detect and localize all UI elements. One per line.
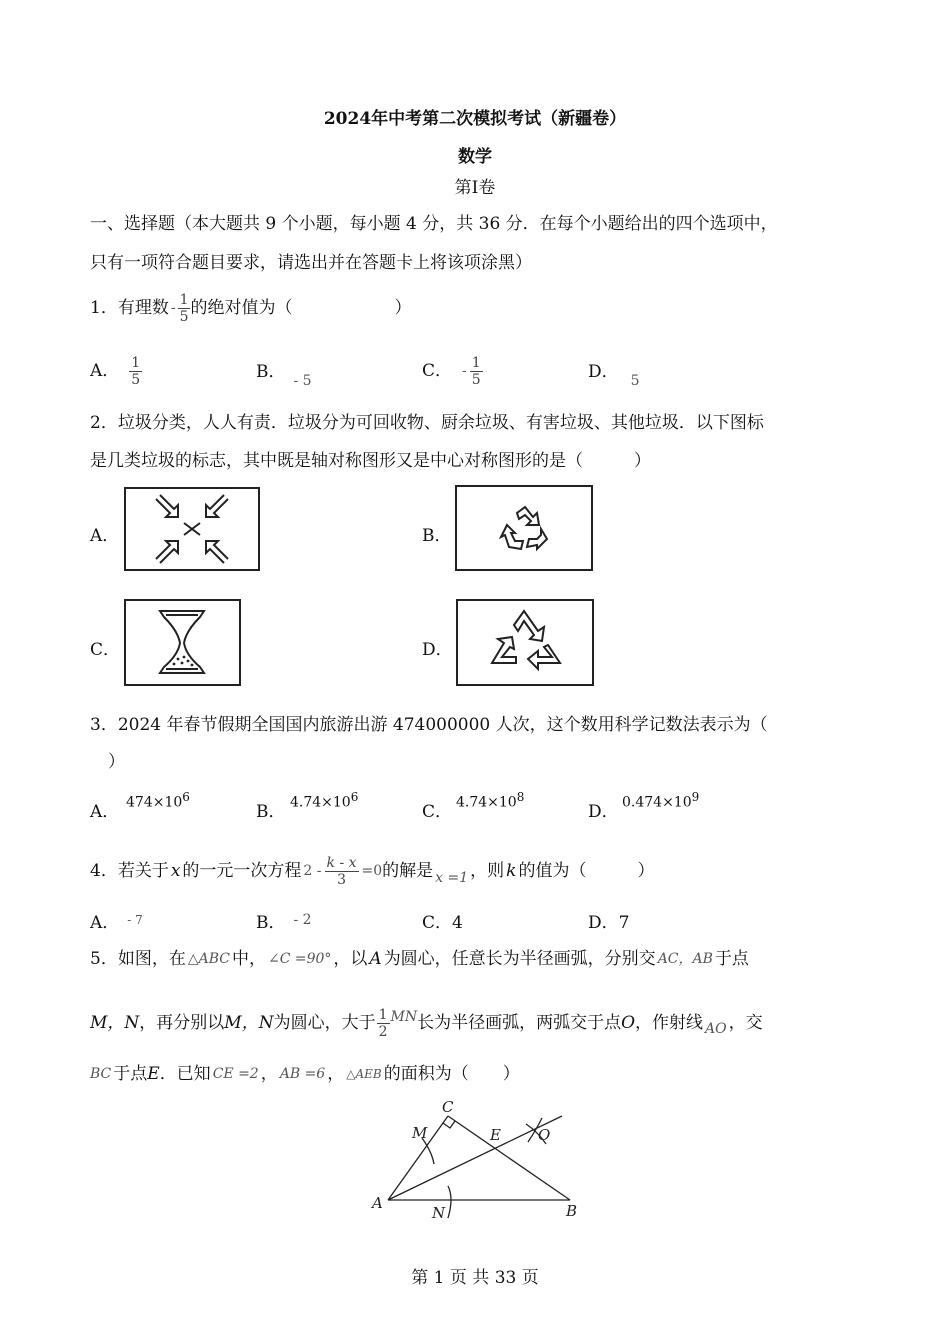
arc-n: [448, 1186, 451, 1218]
section-instructions-line1: 一、选择题（本大题共 9 个小题，每小题 4 分，共 36 分．在每个小题给出的四个选项中，: [90, 214, 778, 234]
q3-option-d-value[interactable]: $0.474\times 10^9$: [622, 790, 700, 811]
question-2-line1: 2．垃圾分类，人人有责．垃圾分为可回收物、厨余垃圾、有害垃圾、其他垃圾．以下图标: [90, 413, 764, 433]
q5-triangle-figure: [360, 1090, 600, 1230]
q2-option-b-label[interactable]: B．: [422, 526, 452, 546]
question-3-line1: 3．2024 年春节假期全国国内旅游出游 474000000 人次，这个数用科学记数法表示为（: [90, 715, 768, 735]
section-instructions-line2: 只有一项符合题目要求，请选出并在答题卡上将该项涂黑）: [90, 253, 532, 273]
question-1: [90, 287, 411, 329]
q3-option-b-value[interactable]: $4.74\times 10^6$: [290, 790, 359, 811]
volume-label: 第Ⅰ卷: [454, 178, 496, 198]
q2-option-d-image[interactable]: [456, 599, 594, 686]
question-3-line2: ）: [108, 752, 125, 772]
subject-title: 数学: [458, 147, 492, 167]
label-a: A: [372, 1194, 383, 1212]
question-5-line3: BC 于点 E ．已知 CE =2 ， AB =6 ， △AEB 的面积为（ ）: [90, 1064, 520, 1084]
q1-minus: -: [170, 300, 176, 316]
question-4: 4．若关于 x 的一元一次方程 2 - $\frac{k - x}{3}$ =0 的解是 x =1 ，则 k 的值为（ ）: [90, 854, 655, 888]
label-b: B: [566, 1202, 578, 1220]
q1-c-fraction: $\frac{1}{5}$: [471, 354, 481, 388]
label-o: O: [538, 1126, 551, 1144]
q4-option-b[interactable]: B． $^{- 2}$: [256, 912, 312, 933]
q1-fraction: $\frac{1}{5}$: [179, 291, 189, 325]
q2-option-a-label[interactable]: A．: [90, 526, 120, 546]
q1-a-fraction: $\frac{1}{5}$: [131, 354, 141, 388]
q1-option-c[interactable]: C． - $\frac{1}{5}$: [422, 354, 481, 388]
label-e: E: [490, 1126, 501, 1144]
label-m: M: [412, 1124, 428, 1142]
q3-option-a-label[interactable]: A．: [90, 802, 120, 822]
right-angle-mark: [443, 1121, 455, 1128]
q3-option-d-label[interactable]: D．: [588, 802, 619, 822]
label-c: C: [442, 1098, 454, 1116]
q2-option-d-label[interactable]: D．: [422, 640, 453, 660]
q2-option-c-image[interactable]: [124, 599, 241, 686]
q4-equation-fraction: $\frac{k - x}{3}$: [326, 854, 357, 888]
q2-option-b-image[interactable]: [455, 485, 593, 571]
q3-option-c-value[interactable]: $4.74\times 10^8$: [456, 790, 525, 811]
q4-option-a[interactable]: A． $^{- 7}$: [90, 913, 143, 933]
q1-option-a[interactable]: A． $\frac{1}{5}$: [90, 354, 141, 388]
q4-option-c[interactable]: C．4: [422, 913, 463, 933]
page-title: 2024年中考第二次模拟考试（新疆卷）: [323, 109, 627, 129]
q2-option-c-label[interactable]: C．: [90, 640, 121, 660]
q3-option-b-label[interactable]: B．: [256, 802, 286, 822]
hourglass-icon: [126, 601, 239, 684]
q3-option-c-label[interactable]: C．: [422, 802, 453, 822]
q4-option-d[interactable]: D．7: [588, 913, 630, 933]
question-5-line1: 5．如图，在 △ABC 中， ∠C =90° ，以 A 为圆心，任意长为半径画弧，分别交 AC，AB 于点: [90, 949, 749, 969]
label-n: N: [432, 1204, 446, 1222]
q3-option-a-value[interactable]: $474\times 10^6$: [126, 790, 190, 811]
side-cb: [448, 1116, 570, 1200]
q1-prefix: 1．有理数: [90, 298, 169, 318]
q2-option-a-image[interactable]: [124, 487, 260, 571]
question-5-line2: M，N ，再分别以 M，N 为圆心，大于 $\frac{1}{2}$ MN 长为半径画弧，两弧交于点 O ，作射线 AO ，交: [90, 1006, 763, 1040]
q1-option-d[interactable]: D． $_5$: [588, 362, 640, 389]
q1-suffix: 的绝对值为（ ）: [190, 298, 412, 318]
recycle-icon: [457, 487, 591, 569]
question-2-line2: 是几类垃圾的标志，其中既是轴对称图形又是中心对称图形的是（ ）: [90, 451, 651, 471]
inward-arrows-icon: [126, 489, 258, 569]
q1-option-b[interactable]: B． $_{- 5}$: [256, 362, 312, 389]
page-footer: 第 1 页 共 33 页: [411, 1268, 539, 1288]
recycle-triangle-icon: [458, 601, 592, 684]
q5-half-fraction: $\frac{1}{2}$: [378, 1006, 388, 1040]
